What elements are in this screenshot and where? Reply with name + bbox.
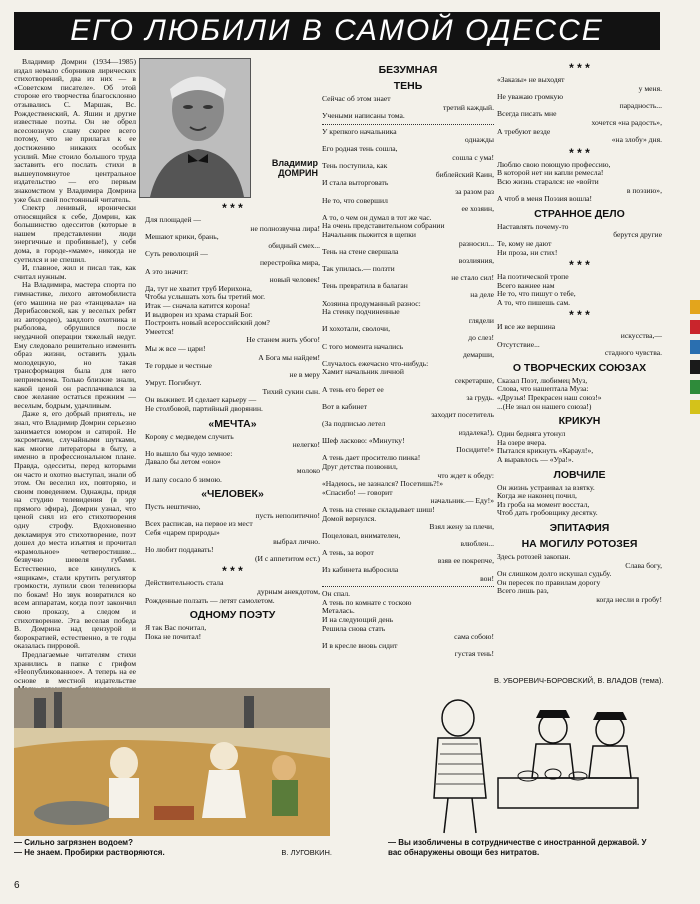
poem-line: влюблен... bbox=[460, 539, 494, 549]
poem-line: И на следующий день bbox=[322, 615, 394, 625]
poem-line: до слез! bbox=[468, 333, 494, 343]
poem-line: заходит посетитель bbox=[431, 410, 494, 420]
poem-line: Его родная тень сошла, bbox=[322, 143, 398, 153]
poem-line: у меня. bbox=[638, 83, 662, 93]
poem-line: Умеется! bbox=[145, 326, 175, 336]
poem-line: Слава богу, bbox=[625, 560, 662, 570]
poem-title: О ТВОРЧЕСКИХ СОЮЗАХ bbox=[512, 361, 647, 374]
poem-line: Хамит начальник личной bbox=[322, 367, 404, 377]
poem-line: Но вышло бы чудо земное: bbox=[145, 448, 233, 458]
poem-line: Тень поступила, как bbox=[322, 161, 388, 171]
poem-line: издалека!), bbox=[458, 427, 494, 437]
edge-color-tab bbox=[690, 400, 700, 414]
poem-line: Люблю свою поющую профессию, bbox=[497, 159, 611, 169]
poem-line: Друг детства позвонил, bbox=[322, 461, 398, 471]
poem-line: Хозяина продуманный разнос: bbox=[322, 298, 421, 308]
poem-line: На поэтической тропе bbox=[497, 272, 569, 282]
poem-line: Для площадей — bbox=[145, 215, 202, 224]
poem-line: Всегда писать мне bbox=[497, 109, 557, 119]
poem-title: ОДНОМУ ПОЭТУ bbox=[189, 609, 276, 622]
poem-line: Пусть нештично, bbox=[145, 502, 201, 512]
poem-line: Суть революций — bbox=[145, 249, 208, 259]
poem-line: новый человек! bbox=[269, 275, 320, 285]
poem-line: Так упилась.— ползти bbox=[322, 264, 395, 274]
poem-line: А тень на стенке складывает шиш! bbox=[322, 504, 435, 514]
poem-line: Ни проза, ни стих! bbox=[497, 247, 558, 257]
intro-paragraph: Предлагаемые читателям стихи хранились в папке с грифом «Неопубликованное». А теперь на ее основе в местной издательстве bbox=[14, 649, 136, 685]
poems-column-2 bbox=[322, 60, 494, 690]
poem-line: начальник.— Еду!» bbox=[430, 496, 494, 506]
author-name: Владимир ДОМРИН bbox=[271, 158, 318, 178]
edge-color-tab bbox=[690, 340, 700, 354]
poem-line: И в кресле вновь сидит bbox=[322, 640, 398, 650]
poem-line: Пытался крикнуть «Караул!», bbox=[497, 446, 594, 456]
poem-line: А тень по комнате с тоскою bbox=[322, 597, 412, 607]
poem-line: Итак — сначала катится корона! bbox=[145, 300, 251, 310]
poem-line: возлияния, bbox=[458, 255, 494, 265]
poem-line: А чтоб в меня Поэзия вошла! bbox=[497, 194, 593, 204]
poem-line: А требуют везде bbox=[497, 126, 551, 136]
cartoon-interrogation-drawing bbox=[388, 688, 660, 836]
cartoon-lab-drawing bbox=[14, 688, 330, 836]
poem-line: Домой вернулся. bbox=[322, 513, 377, 523]
separator-rule bbox=[322, 586, 494, 587]
poem-line: Но любит поддавать! bbox=[145, 545, 214, 555]
poem-line: Не столбовой, партийный дворянин. bbox=[145, 404, 263, 414]
cartoon-left bbox=[14, 688, 330, 836]
poem-title: КРИКУН bbox=[558, 415, 601, 428]
intro-paragraph: Владимир Домрин (1934—1985) издал немало сборников лирических стихотворений, два из них — в «Советском писателе». Об этой стороне его творчества благосклонно отзывались С. Маршак, Вс. Рождественский, А. Яшин и другие известные поэты. Он не обрел всесоюзную славу скорее всего потому, что не прилагал к ее достижению никаких особых усилий. Мне стоило большого труда заставить его послать стихи в вышеупомянутое центральное издательство — его первым знакомством у Владимира Домрина уже был свой постоянный читатель. bbox=[14, 57, 136, 204]
poem-line: Вот в кабинет bbox=[322, 401, 368, 411]
poem-line: парадность... bbox=[619, 100, 662, 110]
poem-stars-divider: * * * bbox=[222, 564, 243, 579]
poem-line: Чтобы услышать хоть бы третий мог. bbox=[145, 292, 266, 302]
poem-title: ТЕНЬ bbox=[393, 80, 423, 92]
poem-line: демарши, bbox=[463, 350, 494, 360]
poem-line: Сказал Поэт, любимец Муз, bbox=[497, 375, 588, 385]
poem-line: Всего лишь раз, bbox=[497, 586, 549, 596]
poem-line: Один бедняга утонул bbox=[497, 429, 566, 439]
poem-line: Мешают крики, брань, bbox=[145, 232, 219, 242]
edge-color-tab bbox=[690, 300, 700, 314]
portrait-image bbox=[140, 59, 250, 197]
poem-line: Пока не почитал! bbox=[145, 631, 202, 641]
cartoon-left-caption: — Сильно загрязнен водоем? — Не знаем. Пробирки растворяются. bbox=[14, 838, 165, 857]
poem-line: дурным анекдотом, bbox=[257, 586, 320, 596]
poem-stars-divider: * * * bbox=[569, 258, 590, 273]
poem-line: глядели bbox=[468, 315, 494, 325]
poem-line: молоко bbox=[296, 466, 320, 476]
poems-column-3 bbox=[497, 60, 662, 690]
poem-title: НА МОГИЛУ РОТОЗЕЯ bbox=[521, 537, 638, 550]
poem-line: Действительность стала bbox=[145, 578, 224, 588]
poem-line: не в меру bbox=[289, 369, 320, 379]
poem-line: не полнозвучна лира! bbox=[250, 223, 320, 233]
author-portrait bbox=[139, 58, 251, 198]
poem-line: ее хозяин, bbox=[461, 204, 494, 214]
poems-column-1 bbox=[145, 200, 320, 690]
intro-paragraph: Спектр ленивый, иронически относящийся к себе, Домрин, как большинство одесситов (которые в нашем представлении люди энергичные и пробивные!), у себя дома, в городе-«маме», никогда не суетился и не спешил. bbox=[14, 203, 136, 264]
poem-line: Рожденные ползать — летят самолетом. bbox=[145, 595, 275, 605]
poem-line: Не то, что пишут о тебе, bbox=[497, 289, 576, 299]
poem-line: (За подписью летел bbox=[322, 418, 386, 428]
separator-rule bbox=[322, 124, 494, 125]
poem-line: «Надеюсь, не зазнался? Посетишь?!» bbox=[322, 479, 444, 489]
poem-line: Всех расписав, на первое из мест bbox=[145, 519, 253, 529]
poem-line: «на злобу» дня. bbox=[611, 135, 662, 145]
poem-line: На озере вчера. bbox=[497, 437, 547, 447]
poem-line: Посидите!» bbox=[456, 444, 494, 454]
poem-line: Давало бы летом «оно» bbox=[145, 457, 221, 467]
poem-line: берутся другие bbox=[613, 230, 662, 240]
poem-line: С того момента начались bbox=[322, 341, 404, 351]
poem-line: когда несли в гробу! bbox=[596, 594, 662, 604]
poem-line: не стало сил! bbox=[451, 272, 494, 282]
poem-line: Не то, что совершил bbox=[322, 195, 388, 205]
poem-line: ...(Не знал он нашего союза!) bbox=[497, 401, 592, 411]
poem-line: Он слишком долго искушал судьбу. bbox=[497, 569, 612, 579]
poem-line: сама собою! bbox=[454, 632, 494, 642]
poem-line: взяв ее покрепче, bbox=[437, 556, 494, 566]
poem-line: выбрал лично. bbox=[273, 536, 320, 546]
poem-line: однажды bbox=[464, 135, 494, 145]
poem-line: секретарше, bbox=[454, 376, 494, 385]
poem-line: сошла с ума! bbox=[452, 152, 494, 162]
poem-line: Чтоб дать гробовщику десятку. bbox=[497, 508, 598, 518]
poem-line: На стенку подчиненные bbox=[322, 307, 400, 317]
poem-line: Не станем жить убого! bbox=[246, 335, 320, 345]
poem-line: И выдворен из храма старый Бог. bbox=[145, 309, 253, 319]
poem-line: «Друзья! Прекрасен наш союз!» bbox=[497, 393, 602, 403]
poem-line: Я так Вас почитал, bbox=[145, 623, 207, 633]
poem-line: Всю жизнь старался: не «войти bbox=[497, 176, 599, 186]
poem-line: И хохотали, сволочи, bbox=[322, 324, 390, 334]
poem-title: БЕЗУМНАЯ bbox=[378, 64, 438, 76]
poem-line: Из гроба на момент восстал, bbox=[497, 499, 590, 509]
cartoon-right-credit: В. УБОРЕВИЧ-БОРОВСКИЙ, В. ВЛАДОВ (тема). bbox=[494, 676, 664, 685]
poem-line: Тень на стене свершала bbox=[322, 247, 399, 257]
poem-line: Он спал. bbox=[322, 589, 351, 599]
poem-line: (И с аппетитом ест.) bbox=[254, 553, 320, 563]
poem-line: перестройка мира, bbox=[259, 257, 320, 267]
poem-line: Из кабинета выбросила bbox=[322, 565, 399, 575]
poem-line: нелегко! bbox=[292, 440, 320, 450]
poem-line: У крепкого начальника bbox=[322, 126, 397, 136]
poem-line: Не уважаю громкую bbox=[497, 92, 564, 102]
cartoon-right-caption: — Вы изобличены в сотрудничестве с иностранной державой. У вас обнаружены овощи без нитратов. bbox=[388, 838, 647, 857]
poem-line: Учеными написаны тома. bbox=[322, 111, 405, 121]
poem-line: А Бога мы найдем! bbox=[258, 352, 320, 362]
intro-column bbox=[14, 57, 136, 685]
poem-line: Он жизнь устраивал за взятку. bbox=[497, 482, 595, 492]
page-banner: ЕГО ЛЮБИЛИ В САМОЙ ОДЕССЕ bbox=[14, 12, 660, 50]
poem-line: что ждет к обеду: bbox=[437, 470, 494, 480]
poem-line: Тень превратила в балаган bbox=[322, 281, 408, 291]
poem-line: Когда же наконец почил, bbox=[497, 491, 577, 501]
poem-stars-divider: * * * bbox=[569, 145, 590, 160]
poem-line: На очень представительном собрании bbox=[322, 221, 445, 231]
poem-line: Случалось ежечасно что-нибудь: bbox=[322, 358, 429, 368]
poem-title: ЛОВЧИЛЕ bbox=[553, 468, 606, 481]
poem-stars-divider: * * * bbox=[569, 61, 590, 75]
poem-line: Умрут. Погибнут. bbox=[145, 378, 202, 388]
poem-line: хочется «на радость», bbox=[591, 117, 662, 127]
poem-line: «Заказы» не выходят bbox=[497, 75, 565, 84]
intro-paragraph: И, главное, жил и писал так, как считал нужным. bbox=[14, 263, 136, 281]
poem-line: А то, что пишешь сам. bbox=[497, 297, 571, 307]
poem-line: Себя «царем природы» bbox=[145, 528, 220, 537]
poem-line: Тихий сукин сын. bbox=[262, 386, 320, 396]
poem-line: пусть неполитично! bbox=[255, 510, 320, 520]
poem-line: Те гордые и честные bbox=[145, 361, 212, 371]
cartoon-right bbox=[388, 688, 660, 836]
poem-line: Корову с медведем случить bbox=[145, 431, 234, 441]
poem-line: В которой нет ни капли ремесла! bbox=[497, 168, 604, 178]
poem-line: в поэзию», bbox=[626, 185, 662, 195]
poem-line: Построить новый всероссийский дом? bbox=[145, 318, 270, 328]
poem-title: СТРАННОЕ ДЕЛО bbox=[534, 207, 625, 220]
poem-line: А тень дает просителю пинка! bbox=[322, 453, 421, 463]
intro-paragraph: Даже я, его добрый приятель, не знал, что Владимир Домрин серьезно занимается юмором и сатирой. Не эксромтами, случайными шутками, как многие литераторы в быту, а именно в профессиональном плане. Правда, одесситы, перед которыми он часто и охотно выступал, знали об этом. Он веселил их, повторяю, и своим поведением. Однажды, придя на студию телевидения (в эру прямого эфира), Домрин узнал, что ценой снял из его стихотворения одну строфу. Вдохновенно декламируя это стихотворение, поэт дошел до места изъятия и прочитал «крамольное» четверостишие... безвучно шевеля губами. Естественно, все кинулись к «ящикам», стали крутить регулятор громкости, лупили свои телевизоры по бокам! Но звук возвратился ко всем аппаратам, когда поэт закончил свою проказу, а следом и стихотворение. Эта веселая победа В. Домрина над цензурой и бюрократией, естественно, в те годы оказалась пирровой. bbox=[14, 409, 136, 651]
poem-title: ЭПИТАФИЯ bbox=[549, 521, 610, 534]
poem-line: Сейчас об этом знает bbox=[322, 94, 391, 103]
poem-title: «ЧЕЛОВЕК» bbox=[201, 488, 264, 501]
poem-line: искусства,— bbox=[620, 331, 662, 341]
poem-line: густая тень! bbox=[454, 649, 494, 659]
poem-line: вон! bbox=[480, 573, 494, 583]
edge-color-tab bbox=[690, 380, 700, 394]
poem-line: Да, тут не хватит труб Иерихона, bbox=[145, 283, 252, 293]
poem-line: И все же вершина bbox=[497, 322, 556, 332]
poem-stars-divider: * * * bbox=[569, 308, 590, 323]
poem-line: Шеф ласково: «Минутку! bbox=[322, 436, 405, 446]
poem-line: Слова, что нашептала Муза: bbox=[497, 384, 589, 394]
edge-color-tab bbox=[690, 320, 700, 334]
poem-line: за разом раз bbox=[455, 186, 494, 196]
poem-line: «Спасибо! — говорит bbox=[322, 487, 393, 497]
poem-line: А это значит: bbox=[145, 266, 188, 276]
poem-line: Начальник пыжится в щепки bbox=[322, 229, 416, 239]
poem-line: А тень, за ворот bbox=[322, 547, 374, 557]
page-number: 6 bbox=[14, 880, 20, 891]
poem-line: А выравлось — «Ура!». bbox=[497, 455, 574, 464]
intro-paragraph: На Владимира, мастера спорта по гимнастике, лихого автомобилиста (его машина не раз «танцевала» на Дерибасовской, как у веселых ребят из автородео), заядлого охотника и рыболова, обрушился после неудачной операции тяжелый недуг. Ему следовало решительно изменить образ жизни, оставить удаль молодецкую, но такая трансформация была для него неприемлема. Только близкие знали, какой ценой он расплачивался за свое желание остаться прежним — веселым, бодрым, удачливым. bbox=[14, 280, 136, 410]
poem-line: Металась. bbox=[322, 606, 355, 616]
poem-line: Наставлять почему-то bbox=[497, 221, 569, 231]
poem-stars-divider: * * * bbox=[222, 201, 243, 215]
poem-line: Здесь ротозей закопан. bbox=[497, 551, 571, 561]
poem-line: А то, о чем он думал в тот же час. bbox=[322, 212, 432, 222]
cartoon-left-author: В. ЛУГОВКИН. bbox=[281, 848, 332, 857]
poem-line: стадного чувства. bbox=[604, 348, 662, 358]
poem-line: третий каждый. bbox=[442, 102, 494, 112]
poem-line: И стала выторговать bbox=[322, 178, 389, 188]
poem-line: обидный смех... bbox=[268, 240, 320, 250]
poem-line: И лапу сосало б зимою. bbox=[145, 474, 222, 484]
edge-color-tab bbox=[690, 360, 700, 374]
poem-title: «МЕЧТА» bbox=[208, 417, 257, 430]
poem-line: А тень его берет ее bbox=[322, 384, 384, 394]
poem-line: Он выживет. И сделает карьеру — bbox=[145, 395, 257, 405]
poem-line: Отсутствие... bbox=[497, 339, 540, 349]
poem-line: Решила снова стать bbox=[322, 623, 386, 633]
poem-line: разносил... bbox=[458, 238, 494, 248]
poem-line: Всего важнее нам bbox=[497, 280, 555, 290]
poem-line: Поцеловал, внимателен, bbox=[322, 530, 401, 540]
poem-line: библейский Каин, bbox=[435, 169, 494, 179]
poem-line: Мы ж все — цари! bbox=[145, 343, 206, 353]
poem-line: Те, кому не дают bbox=[497, 238, 552, 248]
poem-line: за грудь. bbox=[466, 393, 494, 403]
poem-line: на деле bbox=[470, 290, 494, 300]
poem-line: Он пересек по правилам дорогу bbox=[497, 577, 601, 587]
poem-line: Взял жену за плечи, bbox=[429, 522, 494, 532]
